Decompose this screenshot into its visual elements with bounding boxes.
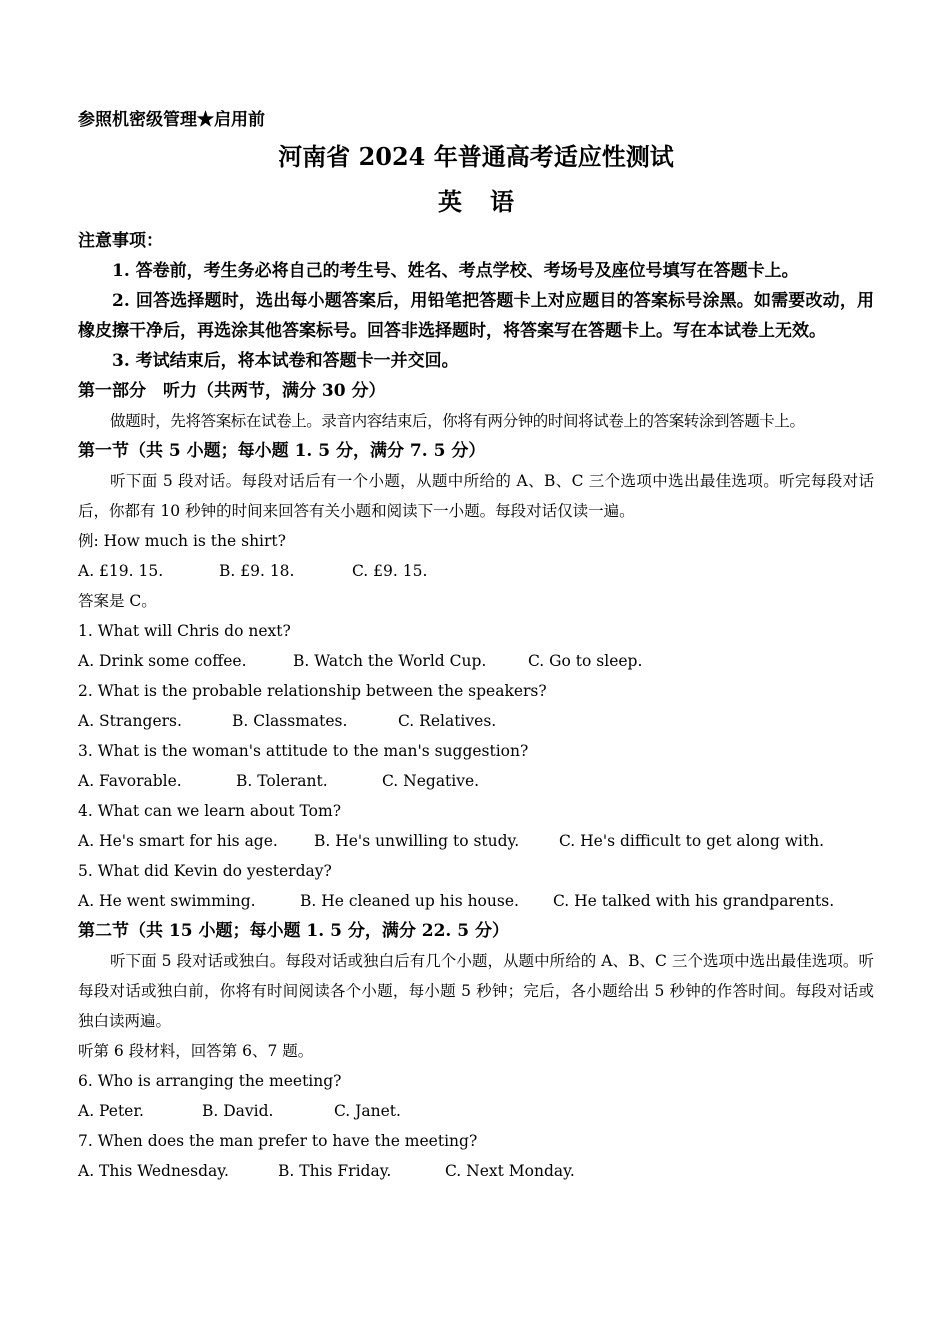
exam-title: 河南省 2024 年普通高考适应性测试 xyxy=(278,142,674,171)
question-3: 3. What is the woman's attitude to the man's suggestion? xyxy=(78,742,529,760)
option-c: C. Next Monday. xyxy=(445,1162,575,1180)
subject-title: 英语 xyxy=(438,187,542,216)
option-b: B. Tolerant. xyxy=(236,772,328,790)
exam-paper xyxy=(78,104,874,1186)
option-b: B. This Friday. xyxy=(278,1162,392,1180)
question-5: 5. What did Kevin do yesterday? xyxy=(78,862,332,880)
notice-heading: 注意事项： xyxy=(78,231,163,251)
option-c: C. £9. 15. xyxy=(352,562,428,580)
question-7-options xyxy=(78,1156,874,1186)
option-a: A. £19. 15. xyxy=(78,562,164,580)
question-2: 2. What is the probable relationship between the speakers? xyxy=(78,682,547,700)
option-c: C. Negative. xyxy=(382,772,480,790)
part1-instruction: 做题时，先将答案标在试卷上。录音内容结束后，你将有两分钟的时间将试卷上的答案转涂到答题卡上。 xyxy=(110,412,805,430)
option-a: A. This Wednesday. xyxy=(78,1162,229,1180)
section1-instruction: 听下面 5 段对话。每段对话后有一个小题，从题中所给的 A、B、C 三个选项中选出最佳选项。听完每段对话后，你都有 10 秒钟的时间来回答有关小题和阅读下一小题。每段对话仅读一遍。 xyxy=(78,472,874,520)
option-b: B. David. xyxy=(202,1102,274,1120)
option-b: B. £9. 18. xyxy=(219,562,295,580)
question-3-options xyxy=(78,766,874,796)
question-2-options xyxy=(78,706,874,736)
notice-item-1: 1. 答卷前，考生务必将自己的考生号、姓名、考点学校、考场号及座位号填写在答题卡上。 xyxy=(112,261,799,281)
example-options xyxy=(78,556,874,586)
part1-heading: 第一部分 听力（共两节，满分 30 分） xyxy=(78,381,386,401)
question-6: 6. Who is arranging the meeting? xyxy=(78,1072,342,1090)
option-b: B. Watch the World Cup. xyxy=(293,652,487,670)
option-a: A. He went swimming. xyxy=(78,892,256,910)
option-a: A. Favorable. xyxy=(78,772,182,790)
question-1-options xyxy=(78,646,874,676)
notice-item-3: 3. 考试结束后，将本试卷和答题卡一并交回。 xyxy=(112,351,459,371)
option-b: B. He cleaned up his house. xyxy=(300,892,519,910)
question-1: 1. What will Chris do next? xyxy=(78,622,291,640)
option-c: C. Janet. xyxy=(334,1102,401,1120)
option-a: A. He's smart for his age. xyxy=(78,832,278,850)
option-c: C. He talked with his grandparents. xyxy=(553,892,835,910)
option-a: A. Peter. xyxy=(78,1102,144,1120)
question-7: 7. When does the man prefer to have the meeting? xyxy=(78,1132,478,1150)
material-note: 听第 6 段材料，回答第 6、7 题。 xyxy=(78,1042,314,1060)
section2-heading: 第二节（共 15 小题；每小题 1. 5 分，满分 22. 5 分） xyxy=(78,921,509,941)
option-c: C. Relatives. xyxy=(398,712,497,730)
option-a: A. Drink some coffee. xyxy=(78,652,247,670)
option-a: A. Strangers. xyxy=(78,712,182,730)
option-c: C. Go to sleep. xyxy=(528,652,643,670)
section2-instruction: 听下面 5 段对话或独白。每段对话或独白后有几个小题，从题中所给的 A、B、C 三个选项中选出最佳选项。听每段对话或独白前，你将有时间阅读各个小题，每小题 5 秒钟；完后，各小题给出 5 秒钟的作答时间。每段对话或独白读两遍。 xyxy=(78,952,874,1030)
question-6-options xyxy=(78,1096,874,1126)
confidential-label: 参照机密级管理★启用前 xyxy=(78,110,265,130)
option-c: C. He's difficult to get along with. xyxy=(559,832,825,850)
option-b: B. Classmates. xyxy=(232,712,348,730)
section1-heading: 第一节（共 5 小题；每小题 1. 5 分，满分 7. 5 分） xyxy=(78,441,486,461)
question-4: 4. What can we learn about Tom? xyxy=(78,802,342,820)
question-5-options xyxy=(78,886,874,916)
notice-item-2: 2. 回答选择题时，选出每小题答案后，用铅笔把答题卡上对应题目的答案标号涂黑。如需要改动，用橡皮擦干净后，再选涂其他答案标号。回答非选择题时，将答案写在答题卡上。写在本试卷上无效。 xyxy=(78,291,874,341)
example-question: 例: How much is the shirt? xyxy=(78,532,286,550)
question-4-options xyxy=(78,826,874,856)
example-answer: 答案是 C。 xyxy=(78,592,157,610)
option-b: B. He's unwilling to study. xyxy=(314,832,520,850)
